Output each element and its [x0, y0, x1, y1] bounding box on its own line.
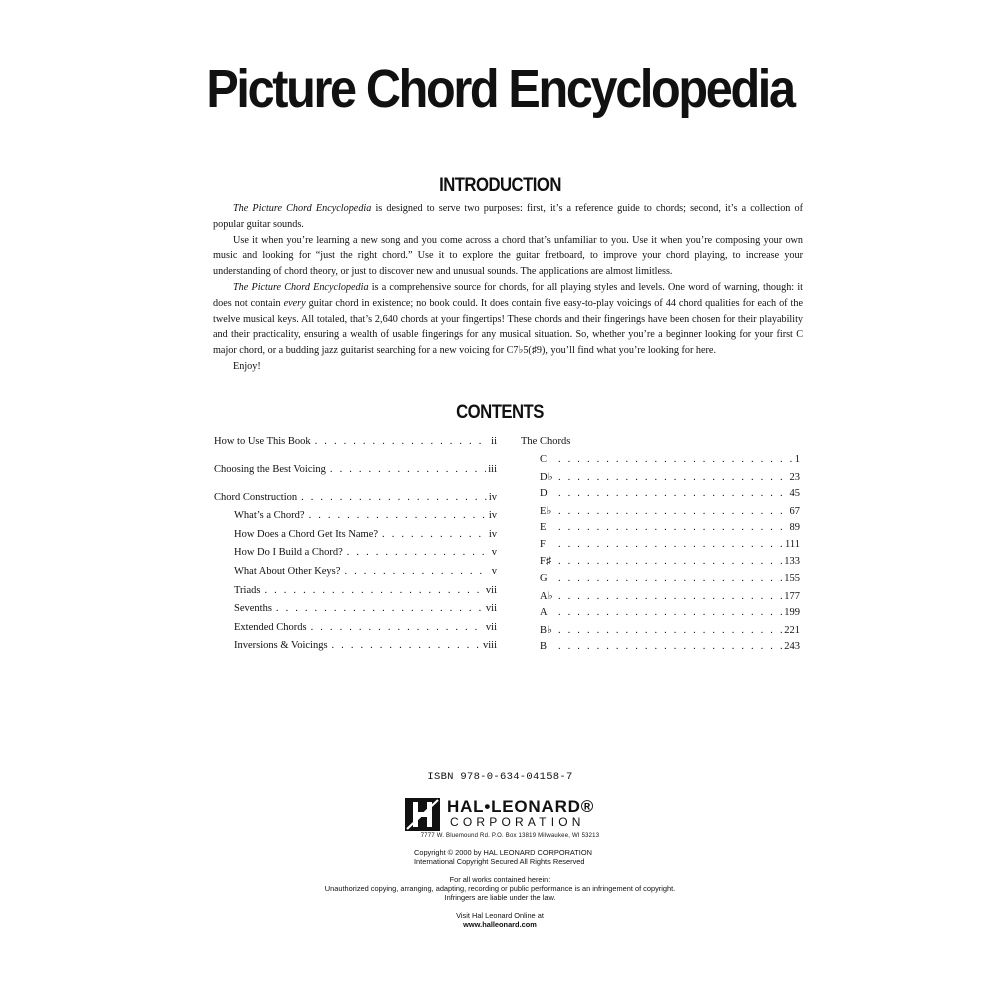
toc-label: F — [540, 539, 546, 550]
toc-label: Triads — [234, 585, 261, 596]
toc-label: Extended Chords — [234, 622, 307, 633]
publisher-corporation: CORPORATION — [450, 815, 585, 829]
chords-heading: The Chords — [521, 436, 571, 447]
toc-page: vii — [485, 622, 497, 633]
toc-page: 243 — [784, 641, 800, 652]
leader-dots — [558, 573, 782, 584]
toc-page: iii — [488, 464, 497, 475]
toc-page: 45 — [789, 488, 800, 499]
toc-label: How to Use This Book — [214, 436, 311, 447]
toc-label: A — [540, 607, 548, 618]
toc-label: B♭ — [540, 625, 552, 636]
intro-paragraph-4: Enjoy! — [233, 360, 261, 372]
book-title-italic: The Picture Chord Encyclopedia — [233, 281, 369, 293]
toc-subentry[interactable] — [234, 510, 497, 524]
toc-label: E♭ — [540, 506, 552, 517]
toc-label: F♯ — [540, 556, 552, 567]
notice-heading: For all works contained herein: — [449, 875, 551, 884]
introduction-text — [213, 201, 803, 375]
intro-paragraph-2: Use it when you’re learning a new song and you come across a chord that’s unfamiliar to you. Use it when you’re composing your own music and looking for “just the right chord.” Use it to explore the guitar fretboard, to improve your chord playing, to increase your understanding of chord theory, or just to discover new and unusual sounds. The applications are almost limitless. — [213, 234, 803, 278]
copyright-line: Copyright © 2000 by HAL LEONARD CORPORATION — [414, 848, 592, 857]
toc-page: iv — [488, 529, 497, 540]
toc-page: vii — [485, 585, 497, 596]
toc-label: Chord Construction — [214, 492, 298, 503]
toc-chord-entry[interactable] — [540, 607, 800, 621]
toc-label: E — [540, 522, 547, 533]
leader-dots — [264, 585, 483, 596]
toc-page: v — [491, 566, 497, 577]
intro-paragraph-3 — [213, 280, 803, 359]
toc-page: 199 — [784, 607, 800, 618]
leader-dots — [332, 640, 481, 651]
toc-page: iv — [488, 510, 497, 521]
leader-dots — [347, 547, 490, 558]
toc-entry[interactable] — [214, 464, 497, 478]
toc-page: iv — [488, 492, 497, 503]
leader-dots — [558, 506, 788, 517]
toc-chord-entry[interactable] — [540, 624, 800, 638]
leader-dots — [344, 566, 489, 577]
page-title: Picture Chord Encyclopedia — [206, 59, 794, 119]
toc-label: G — [540, 573, 548, 584]
toc-subentry[interactable] — [234, 529, 497, 543]
leader-dots — [558, 641, 782, 652]
leader-dots — [558, 522, 788, 533]
toc-subentry[interactable] — [234, 547, 497, 561]
toc-chord-entry[interactable] — [540, 471, 800, 485]
toc-page: v — [491, 547, 497, 558]
toc-label: B — [540, 641, 548, 652]
toc-page: ii — [491, 436, 497, 447]
online-label: Visit Hal Leonard Online at — [456, 911, 544, 920]
toc-chord-entry[interactable] — [540, 522, 800, 536]
intro-paragraph-1 — [213, 201, 803, 233]
toc-page: 221 — [784, 625, 800, 636]
toc-page: vii — [485, 603, 497, 614]
toc-page: 23 — [789, 472, 800, 483]
leader-dots — [558, 556, 782, 567]
leader-dots — [558, 454, 793, 465]
leader-dots — [558, 472, 788, 483]
intro-p1-text: is designed to serve two purposes: first, it’s a reference guide to chords; second, it’s a collection of popular guitar sounds. — [213, 203, 803, 230]
emphasis-every: every — [283, 297, 306, 309]
leader-dots — [558, 607, 782, 618]
contents-heading: CONTENTS — [456, 402, 544, 423]
toc-page: 89 — [789, 522, 800, 533]
notice-law: Infringers are liable under the law. — [444, 893, 556, 902]
toc-chord-entry[interactable] — [540, 454, 800, 468]
leader-dots — [309, 510, 487, 521]
toc-subentry[interactable] — [234, 585, 497, 599]
toc-label: D — [540, 488, 548, 499]
intro-p3-text-a: is a comprehensive source for chords, for all playing styles and levels. One word of warning, though: it does not contain — [213, 281, 803, 309]
toc-label: How Does a Chord Get Its Name? — [234, 529, 379, 540]
hal-leonard-logo-mark — [405, 798, 440, 831]
leader-dots — [558, 625, 782, 636]
leader-dots — [558, 488, 788, 499]
notice-text: Unauthorized copying, arranging, adapting, recording or public performance is an infringement of copyright. — [324, 884, 676, 893]
toc-chord-entry[interactable] — [540, 556, 800, 570]
toc-label: What About Other Keys? — [234, 566, 341, 577]
toc-page: 155 — [784, 573, 800, 584]
toc-page: viii — [482, 640, 497, 651]
leader-dots — [276, 603, 484, 614]
leader-dots — [330, 464, 486, 475]
logo-mark-icon — [405, 798, 440, 831]
website-link[interactable]: www.halleonard.com — [463, 920, 537, 929]
toc-entry[interactable] — [214, 436, 497, 450]
toc-label: C — [540, 454, 548, 465]
intro-p3-text-b: guitar chord in existence; no book could. It does contain five easy-to-play voicings of 44 chord qualities for each of the twelve musical keys. All totaled, that’s 2,640 chords at your fingertips! These chords and their fingerings have been chosen for their playability and their practicality, ensuring a wealth of usable fingerings for any musical situation. So, whether you’re a beginner looking for your first C major chord, or a budding jazz guitarist searching for a new voicing for C7♭5(♯9), you’ll find what you’re looking for here. — [213, 297, 803, 357]
toc-subentry[interactable] — [234, 566, 497, 580]
leader-dots — [382, 529, 487, 540]
toc-label: Inversions & Voicings — [234, 640, 328, 651]
toc-page: 1 — [794, 454, 800, 465]
toc-chord-entry[interactable] — [540, 573, 800, 587]
toc-chord-entry[interactable] — [540, 505, 800, 519]
toc-page: 177 — [784, 591, 800, 602]
toc-chord-entry[interactable] — [540, 488, 800, 502]
toc-entry[interactable] — [214, 492, 497, 506]
copyright-secured: International Copyright Secured All Rights Reserved — [414, 857, 585, 866]
toc-label: How Do I Build a Chord? — [234, 547, 343, 558]
toc-page: 67 — [789, 506, 800, 517]
toc-chord-entry[interactable] — [540, 590, 800, 604]
toc-page: 111 — [785, 539, 800, 550]
toc-chord-entry[interactable] — [540, 641, 800, 655]
toc-label: What’s a Chord? — [234, 510, 305, 521]
toc-chord-entry[interactable] — [540, 539, 800, 553]
toc-label: D♭ — [540, 472, 553, 483]
leader-dots — [311, 622, 484, 633]
leader-dots — [558, 539, 783, 550]
publisher-name: HAL•LEONARD® — [447, 797, 595, 816]
toc-page: 133 — [784, 556, 800, 567]
publisher-address: 7777 W. Bluemound Rd. P.O. Box 13819 Milwaukee, WI 53213 — [420, 833, 600, 839]
leader-dots — [301, 492, 487, 503]
toc-label: Choosing the Best Voicing — [214, 464, 326, 475]
toc-subentry[interactable] — [234, 640, 497, 654]
isbn: ISBN 978-0-634-04158-7 — [427, 771, 573, 783]
leader-dots — [558, 591, 782, 602]
toc-label: A♭ — [540, 591, 553, 602]
toc-subentry[interactable] — [234, 622, 497, 636]
leader-dots — [315, 436, 490, 447]
introduction-heading: INTRODUCTION — [439, 175, 561, 196]
toc-subentry[interactable] — [234, 603, 497, 617]
book-title-italic: The Picture Chord Encyclopedia — [233, 203, 372, 214]
toc-label: Sevenths — [234, 603, 272, 614]
